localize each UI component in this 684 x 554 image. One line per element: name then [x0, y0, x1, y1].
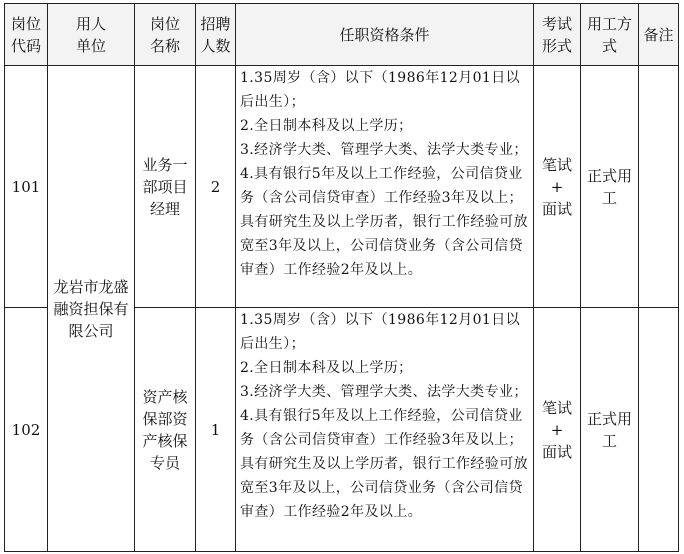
header-employment: 用工方 式: [581, 4, 639, 66]
row-count: 1: [196, 308, 236, 552]
header-count: 招聘 人数: [196, 4, 236, 66]
requirement-item: 1.35周岁（含）以下（1986年12月01日以后出生）；: [240, 70, 521, 110]
requirement-item: 3.经济学大类、管理学大类、法学大类专业；: [240, 384, 528, 400]
row-position: 资产核 保部资 产核保 专员: [135, 308, 196, 552]
row-exam: 笔试 + 面试: [534, 66, 581, 308]
row-requirements: [236, 66, 534, 308]
row-position: 业务一 部项目 经理: [135, 66, 196, 308]
header-requirements: 任职资格条件: [236, 4, 534, 66]
recruitment-table-container: [4, 3, 679, 552]
row-remark: [639, 66, 679, 308]
header-exam: 考试 形式: [534, 4, 581, 66]
header-remark: 备注: [639, 4, 679, 66]
requirement-item: 3.经济学大类、管理学大类、法学大类专业；: [240, 142, 528, 158]
header-position: 岗位 名称: [135, 4, 196, 66]
row-code: 101: [5, 66, 48, 308]
requirement-item: 2.全日制本科及以上学历；: [240, 118, 413, 134]
row-exam: 笔试 + 面试: [534, 308, 581, 552]
header-employer: 用人 单位: [48, 4, 135, 66]
table-row: [5, 66, 679, 308]
recruitment-table: [4, 3, 679, 552]
employer-name: 龙岩市龙盛 融资担保有 限公司: [48, 66, 135, 552]
header-row: [5, 4, 679, 66]
requirement-item: 4.具有银行5年及以上工作经验，公司信贷业务（含公司信贷审查）工作经验3年及以上；具有研究生及以上学历者，银行工作经验可放宽至3年及以上，公司信贷业务（含公司信贷审查）工作经验2年及以上。: [240, 408, 528, 520]
row-employment: 正式用 工: [581, 66, 639, 308]
row-count: 2: [196, 66, 236, 308]
requirement-item: 2.全日制本科及以上学历；: [240, 360, 413, 376]
row-code: 102: [5, 308, 48, 552]
header-code: 岗位 代码: [5, 4, 48, 66]
requirement-item: 1.35周岁（含）以下（1986年12月01日以后出生）；: [240, 312, 521, 352]
requirement-item: 4.具有银行5年及以上工作经验，公司信贷业务（含公司信贷审查）工作经验3年及以上；具有研究生及以上学历者，银行工作经验可放宽至3年及以上，公司信贷业务（含公司信贷审查）工作经验2年及以上。: [240, 166, 528, 278]
row-remark: [639, 308, 679, 552]
row-requirements: [236, 308, 534, 552]
row-employment: 正式用 工: [581, 308, 639, 552]
